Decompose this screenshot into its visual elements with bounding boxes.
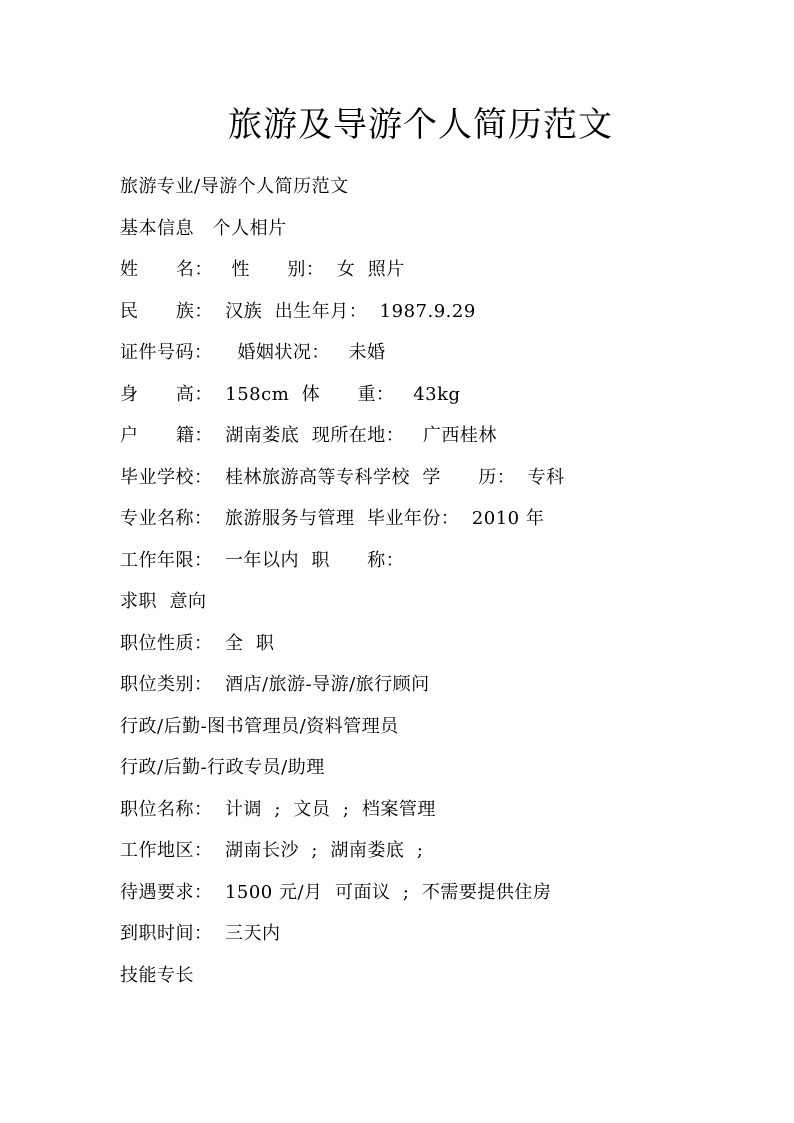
document-body [120, 166, 760, 996]
job-intention-heading: 求职 意向 [120, 591, 207, 612]
work-location-line: 工作地区： 湖南长沙 ; 湖南娄底 ; [120, 840, 424, 861]
id-marital-status-line: 证件号码： 婚姻状况： 未婚 [120, 342, 386, 363]
height-weight-line: 身 高： 158cm 体 重： 43kg [120, 383, 461, 405]
skills-heading: 技能专长 [120, 964, 194, 986]
start-time-line: 到职时间： 三天内 [120, 923, 281, 944]
salary-requirement-line: 待遇要求： 1500 元/月 可面议 ; 不需要提供住房 [120, 881, 552, 903]
hometown-location-line: 户 籍： 湖南娄底 现所在地： 广西桂林 [120, 425, 497, 446]
job-title-line: 职位名称： 计调 ; 文员 ; 档案管理 [120, 798, 436, 820]
school-education-line: 毕业学校： 桂林旅游高等专科学校 学 历： 专科 [120, 466, 565, 488]
job-category-line: 职位类别： 酒店/旅游-导游/旅行顾问 [120, 674, 430, 695]
experience-title-line: 工作年限： 一年以内 职 称： [120, 549, 405, 571]
job-category-line-2: 行政/后勤-图书管理员/资料管理员 [120, 715, 399, 737]
subtitle-line: 旅游专业/导游个人简历范文 [120, 176, 349, 197]
basic-info-heading: 基本信息 个人相片 [120, 217, 287, 239]
ethnicity-birthdate-line: 民 族： 汉族 出生年月： 1987.9.29 [120, 300, 476, 322]
job-type-line: 职位性质： 全 职 [120, 632, 275, 654]
name-gender-line: 姓 名： 性 别： 女 照片 [120, 259, 405, 280]
job-category-line-3: 行政/后勤-行政专员/助理 [120, 757, 325, 778]
major-graduation-line: 专业名称： 旅游服务与管理 毕业年份： 2010 年 [120, 508, 545, 529]
document-title: 旅游及导游个人简历范文 [228, 105, 613, 145]
